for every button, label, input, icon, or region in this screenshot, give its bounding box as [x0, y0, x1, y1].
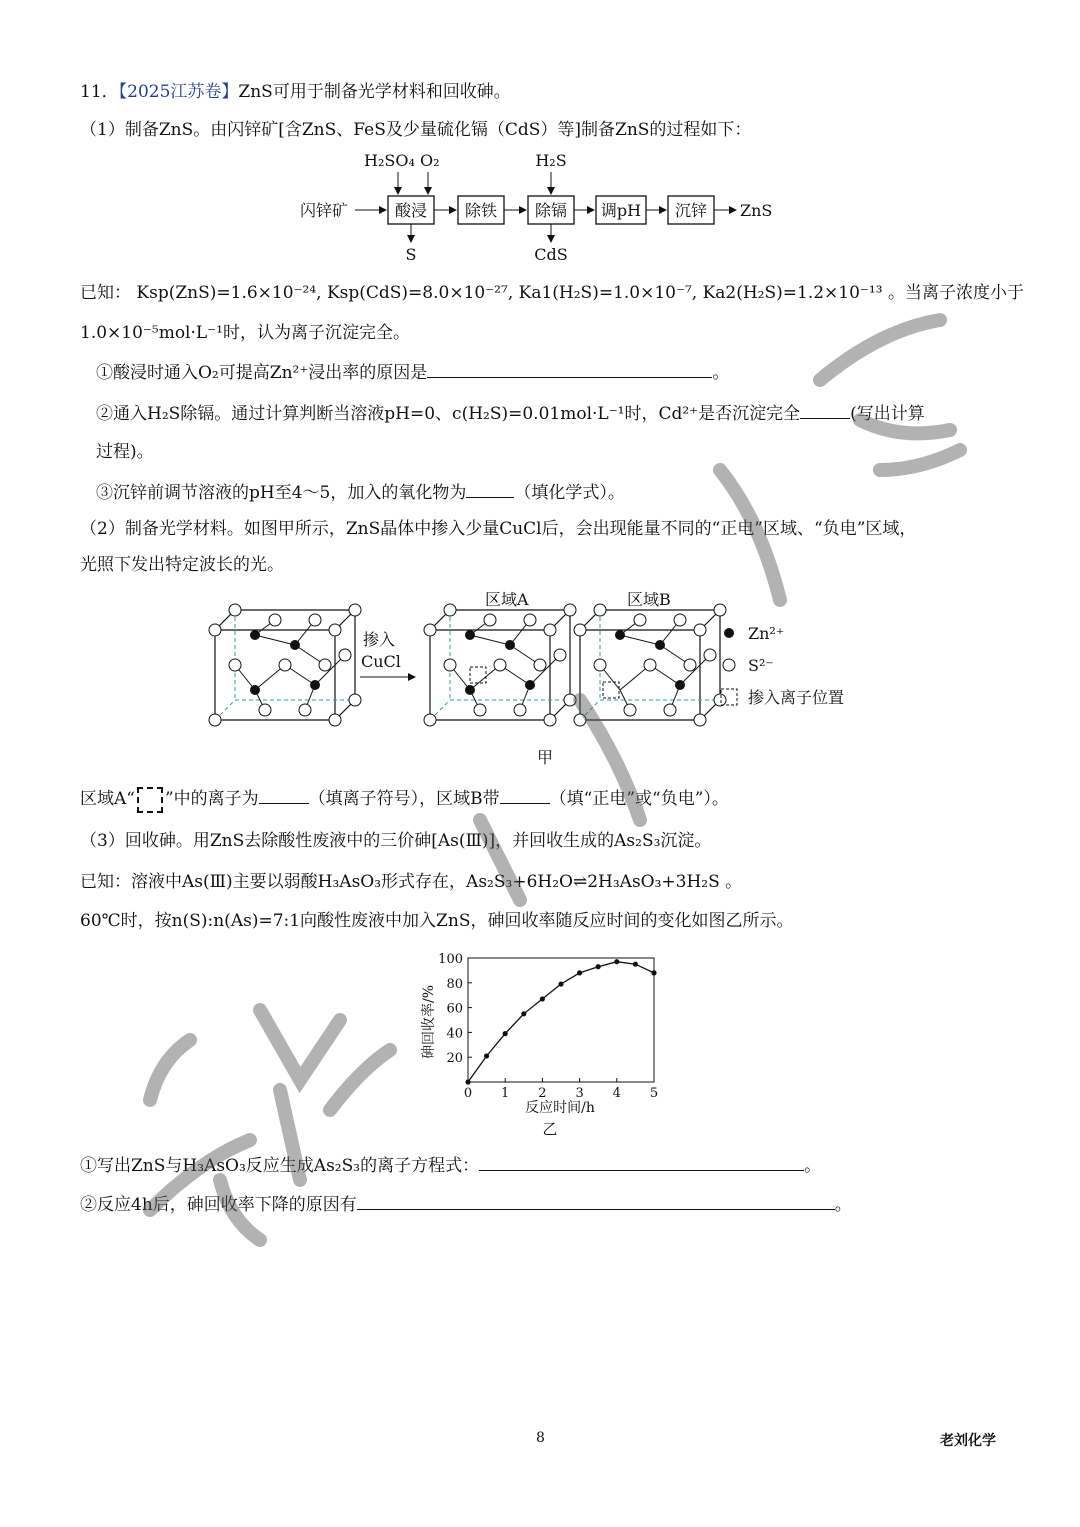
x-axis-label: 反应时间/h: [525, 1100, 595, 1116]
question-intro: ZnS可用于制备光学材料和回收砷。: [238, 82, 511, 102]
flow-step-4: 调pH: [600, 201, 642, 220]
q2-text-1: 区域A“: [80, 789, 135, 809]
y-tick-label: 40: [446, 1026, 463, 1042]
legend-zn: Zn²⁺: [748, 624, 785, 643]
flow-reagent-cd: H₂S: [535, 151, 567, 170]
q1-2-cont: 过程)。: [96, 442, 154, 462]
part3-title: （3）回收砷。用ZnS去除酸性废液中的三价砷[As(Ⅲ)]，并回收生成的As₂S₃沉淀。: [80, 831, 712, 851]
data-point: [614, 959, 619, 964]
q3-2-end: 。: [834, 1195, 852, 1215]
x-tick-label: 3: [575, 1086, 584, 1101]
flow-out-cd: CdS: [534, 245, 568, 264]
crystal-diagram: [205, 585, 885, 770]
q2-text-2: ”中的离子为: [164, 789, 259, 809]
q3-2-text: ②反应4h后，砷回收率下降的原因有: [80, 1195, 357, 1215]
q2: [80, 785, 729, 813]
q3-1: [80, 1152, 821, 1178]
data-point: [521, 1011, 526, 1016]
x-tick-label: 4: [612, 1086, 621, 1101]
flow-step: [668, 196, 714, 224]
q1-1: [96, 359, 729, 385]
data-point: [484, 1053, 489, 1058]
answer-blank[interactable]: [800, 400, 850, 419]
part2-line1: （2）制备光学材料。如图甲所示，ZnS晶体中掺入少量CuCl后，会出现能量不同的“正电”区域、“负电”区域，: [80, 519, 917, 539]
region-b-label: 区域B: [627, 590, 671, 609]
q3-2: [80, 1191, 852, 1217]
question-number: 11．: [80, 82, 119, 102]
flow-start: 闪锌矿: [300, 201, 349, 220]
flow-reagent-acid: H₂SO₄ O₂: [364, 151, 440, 170]
data-point: [503, 1031, 508, 1036]
data-point: [633, 962, 638, 967]
legend-dopant: 掺入离子位置: [748, 688, 845, 707]
flow-step-1: 酸浸: [394, 201, 428, 220]
crystal-original: [209, 604, 361, 726]
recovery-chart: [400, 940, 690, 1140]
q2-text-3: （填离子符号），区域B带: [308, 789, 500, 809]
x-tick-label: 5: [649, 1086, 659, 1101]
legend-s: S²⁻: [748, 656, 774, 675]
answer-blank[interactable]: [466, 479, 514, 498]
data-point: [558, 981, 563, 986]
part2-line2: 光照下发出特定波长的光。: [80, 555, 284, 575]
x-tick-label: 1: [501, 1086, 510, 1101]
region-a-label: 区域A: [485, 590, 529, 609]
x-tick-label: 0: [463, 1086, 473, 1101]
y-tick-label: 100: [438, 952, 463, 967]
known-threshold: 1.0×10⁻⁵mol·L⁻¹时，认为离子沉淀完全。: [80, 323, 410, 343]
answer-blank[interactable]: [357, 1191, 835, 1210]
y-tick-label: 60: [446, 1001, 463, 1017]
data-point: [540, 996, 545, 1001]
data-point: [596, 964, 601, 969]
y-tick-label: 20: [446, 1051, 463, 1067]
data-point: [465, 1079, 470, 1084]
process-flow-diagram: [300, 150, 800, 270]
figure-a-caption: 甲: [536, 748, 554, 767]
data-point: [577, 970, 582, 975]
q1-3: [96, 479, 625, 505]
flow-step: [528, 196, 574, 224]
dope-label-2: CuCl: [361, 652, 401, 671]
question-title: [80, 80, 511, 104]
question-source: 【2025江苏卷】: [118, 82, 239, 102]
q1-2: [96, 400, 925, 426]
q3-1-end: 。: [804, 1156, 822, 1176]
flow-out-acid: S: [405, 245, 417, 264]
crystal-region-b: [574, 604, 726, 726]
figure-b-caption: 乙: [542, 1120, 558, 1138]
flow-step: [596, 196, 646, 224]
answer-blank[interactable]: [427, 359, 712, 378]
x-tick-label: 2: [538, 1086, 547, 1101]
data-point: [651, 970, 656, 975]
dope-label-1: 掺入: [363, 630, 396, 649]
answer-blank[interactable]: [259, 785, 309, 804]
flow-product: ZnS: [740, 201, 773, 220]
q1-1-text: ①酸浸时通入O₂可提高Zn²⁺浸出率的原因是: [96, 363, 428, 383]
q1-3-end: （填化学式）。: [514, 483, 625, 503]
known-arsenic: 已知：溶液中As(Ⅲ)主要以弱酸H₃AsO₃形式存在，As₂S₃+6H₂O⇌2H₃AsO₃+3H₂S 。: [80, 872, 743, 892]
q1-3-text: ③沉锌前调节溶液的pH至4～5，加入的氧化物为: [96, 483, 467, 503]
q1-1-end: 。: [712, 363, 730, 383]
plot-frame: [468, 958, 654, 1082]
flow-step-2: 除铁: [464, 201, 498, 220]
q1-2-text: ②通入H₂S除镉。通过计算判断当溶液pH=0、c(H₂S)=0.01mol·L⁻¹时，Cd²⁺是否沉淀完全: [96, 404, 801, 424]
q2-text-4: （填“正电”或“负电”）。: [549, 789, 729, 809]
known-constants: 已知： Ksp(ZnS)=1.6×10⁻²⁴, Ksp(CdS)=8.0×10⁻²⁷, Ka1(H₂S)=1.0×10⁻⁷, Ka2(H₂S)=1.2×10⁻¹³ 。当离子浓度小于: [80, 283, 1024, 303]
flow-step: [388, 196, 434, 224]
flow-step-5: 沉锌: [674, 201, 708, 220]
page-number: 8: [536, 1430, 545, 1446]
series-line: [468, 962, 654, 1082]
flow-step-3: 除镉: [534, 201, 568, 220]
q1-2-text-end: (写出计算: [850, 404, 925, 424]
crystal-region-a: [424, 604, 576, 726]
dopant-site-icon: [137, 787, 163, 813]
footer-brand: 老刘化学: [940, 1433, 996, 1449]
answer-blank[interactable]: [500, 785, 550, 804]
part1-title: （1）制备ZnS。由闪锌矿[含ZnS、FeS及少量硫化镉（CdS）等]制备ZnS的过程如下：: [80, 120, 752, 140]
q3-1-text: ①写出ZnS与H₃AsO₃反应生成As₂S₃的离子方程式：: [80, 1156, 480, 1176]
flow-step: [458, 196, 504, 224]
answer-blank[interactable]: [479, 1152, 804, 1171]
y-tick-label: 80: [446, 976, 463, 992]
conditions: 60℃时，按n(S):n(As)=7:1向酸性废液中加入ZnS，砷回收率随反应时间的变化如图乙所示。: [80, 911, 794, 931]
y-axis-label: 砷回收率/%: [421, 984, 437, 1060]
